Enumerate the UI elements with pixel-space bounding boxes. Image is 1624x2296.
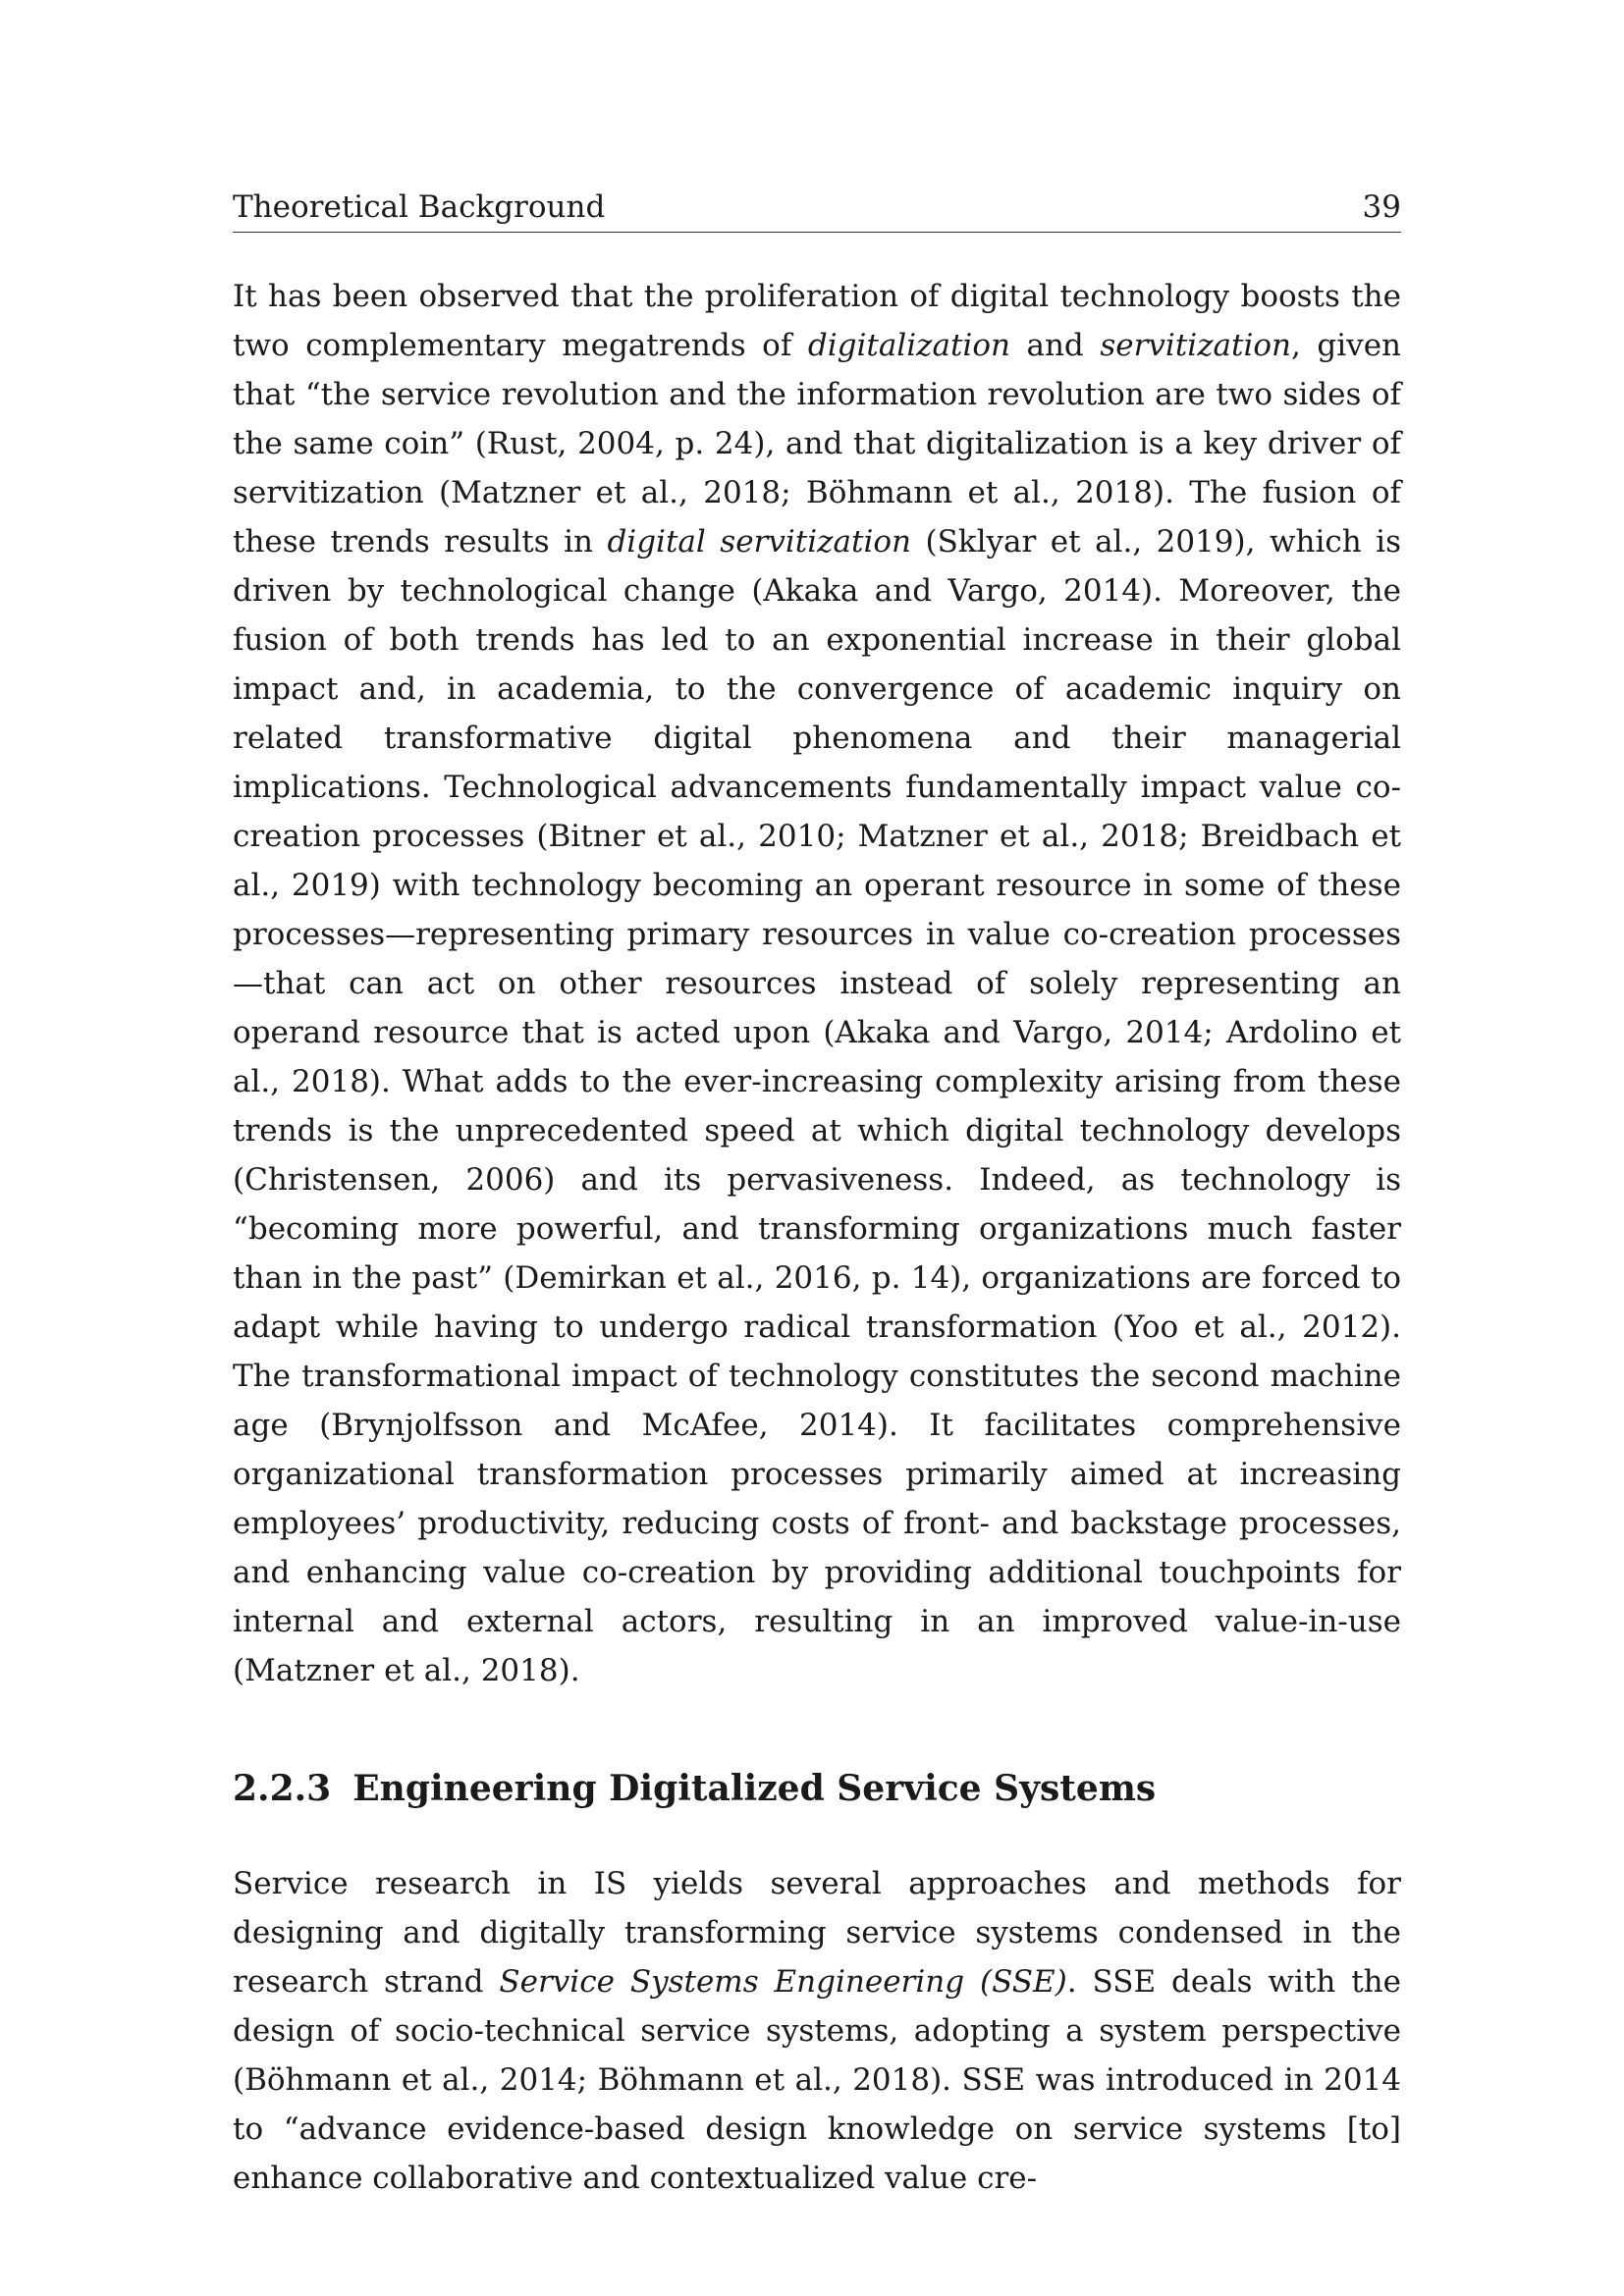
section-title: Engineering Digitalized Service Systems [352, 1768, 1157, 1809]
emphasis-term: digital servitization [607, 524, 911, 560]
paragraph-text: (Sklyar et al., 2019), which is driven by technological change (Akaka and Vargo, 2014). Moreover, the fusion of both trends has led to an exponential increase in their global impact and, in academia, to the convergence of academic inquiry on related transformative digital phenomena and their managerial implications. Technological advancements fundamentally impact value co-creation processes (Bitner et al., 2010; Matzner et al., 2018; Breidbach et al., 2019) with technology becoming an operant resource in some of these processes—representing primary resources in value co-creation processes—that can act on other resources instead of solely representing an operand resource that is acted upon (Akaka and Vargo, 2014; Ardolino et al., 2018). What adds to the ever-increasing complexity arising from these trends is the unprecedented speed at which digital technology develops (Christensen, 2006) and its pervasiveness. Indeed, as technology is “becoming more powerful, and transforming organizations much faster than in the past” (Demirkan et al., 2016, p. 14), organizations are forced to adapt while having to undergo radical transformation (Yoo et al., 2012). The transformational impact of technology constitutes the second machine age (Brynjolfsson and McAfee, 2014). It facilitates comprehensive organizational transformation processes primarily aimed at increasing employees’ productivity, reducing costs of front- and backstage processes, and enhancing value co-creation by providing additional touchpoints for internal and external actors, resulting in an improved value-in-use (Matzner et al., 2018). [233, 524, 1401, 1688]
page [233, 187, 1401, 2203]
paragraph-text: It has been observed that the proliferation of digital technology boosts the two complementary megatrends of [233, 279, 1401, 363]
section-heading [233, 1765, 1401, 1812]
paragraph-service-systems-engineering [233, 1859, 1401, 2203]
emphasis-term: Service Systems Engineering (SSE) [499, 1964, 1067, 2000]
paragraph-text: Service research in IS yields several approaches and methods for designing and digitally transforming service systems condensed in the research strand [233, 1866, 1401, 2000]
paragraph-text: and [1009, 328, 1101, 363]
header-section-title: Theoretical Background [233, 189, 606, 225]
paragraph-text: . SSE deals with the design of socio-technical service systems, adopting a system perspective (Böhmann et al., 2014; Böhmann et al., 2018). SSE was introduced in 2014 to “advance evidence-based design knowledge on service systems [to] enhance collaborative and contextualized value cre- [233, 1964, 1401, 2196]
emphasis-term: servitization [1100, 328, 1292, 363]
section-number: 2.2.3 [233, 1768, 332, 1809]
paragraph-digital-servitization [233, 272, 1401, 1695]
page-number: 39 [1362, 189, 1401, 225]
paragraph-text: , given that “the service revolution and the information revolution are two sides of the same coin” (Rust, 2004, p. 24), and that digitalization is a key driver of servitization (Matzner et al., 2018; Böhmann et al., 2018). The fusion of these trends results in [233, 328, 1402, 560]
running-header [233, 187, 1401, 233]
emphasis-term: digitalization [807, 328, 1010, 363]
